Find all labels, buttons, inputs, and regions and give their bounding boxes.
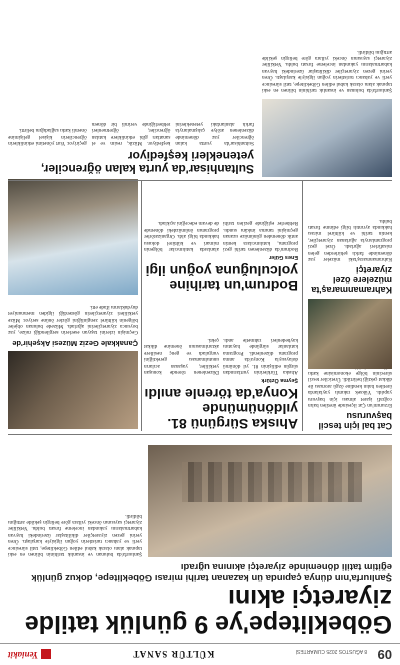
section-divider [8, 180, 392, 181]
ahiska-photo [8, 351, 138, 429]
kahramanmaras-body: Kahramanmaraş'taki müzeler yaz döneminde farklı şehirlerden gelen misafirleri ağırladı. Özel gezi programlarıyla ağırlanan ziyaretçiler, kentin tarihi ve kültürel mirası hakkında ayrıntılı bilgi edinme fırsatı buldu. [308, 217, 392, 262]
cat-body: Erzurum'un Çat ilçesinde üretilen balın coğrafi işaret alması için başvuru yapıldı. Yüksek rakımlı yaylalarda üretilen balın kendine özgü aroması ile dikkat çektiği belirtildi. Üreticiler tescil sürecinin bölge ekonomisine katkı [308, 369, 392, 408]
sultanhisar-headline: Sultanhisar'da yurta kalan öğrenciler, yetenekleri keşfediyor [41, 149, 254, 176]
kalbi-headline: Çanakkale Geziz Müzesi Akşehir'de [12, 339, 138, 348]
bodrum-body: Bodrum'da düzenlenen tarihi gezi programı, katılımcılara kentin antik dönemden günümüze uzanan geçmişini tanıma imkânı sundu. Rehberler eşliğinde gezilen tarihi alanlarda katılımcılar bölgenin mimari ve kültürel dokusu hakkında bilgi aldı. Organizatörler programın önümüzdeki dönemde de devam edeceğini açıkladı. [144, 220, 298, 252]
lead-body [8, 443, 142, 557]
column-divider [141, 181, 142, 431]
bodrum-photo [8, 179, 138, 295]
story-kahramanmaras [308, 162, 392, 295]
lead-continued: Şanlıurfa'da bulunan ve insanlık tarihinin bilinen en eski tapınak alanı olarak kabul edilen Göbeklitepe, tatil süresince yerli ve yabancı turistlerin yoğun ilgisiyle karşılaştı. Ören yerini gezen ziyaretçiler dikilitaşlar üzerindeki hayvan kabartmalarını yakından inceleme fırsatı buldu. Yetkililer ziyaretçi sayısının önceki yıllara göre belirgin şekilde arttığını bildirdi. [262, 48, 392, 93]
issue-date: 8 AĞUSTOS 2025 CUMARTESİ [295, 648, 368, 655]
sultanhisar-photo [262, 99, 392, 177]
lead-story [0, 439, 400, 641]
story-kalbi [8, 303, 138, 348]
brand-logo [8, 649, 51, 660]
story-sultanhisar [8, 26, 254, 175]
ahiska-body: Ahıska Türklerinin yurtlarından sürgün edilişinin 81. yıl dönümü dolayısıyla Konya'da anma programı düzenlendi. Programa katılanlar sürgünde hayatını kaybedenleri rahmetle andı. Düzenlenen törende konuşan yetkililer, yaşanan acıların unutulmaması gerektiğini vurguladı ve genç nesillere aktarılmasının önemine dikkat çekti. [144, 336, 298, 375]
section-title: KÜLTÜR SANAT [132, 649, 215, 660]
bodrum-byline: Enes Güler [268, 254, 298, 260]
lead-subheadline: Şanlıurfa'nın dünya çapında ün kazanan tarihi mirası Göbeklitepe, dokuz günlük eğitim tatili döneminde ziyaretçi akınına uğradı [31, 561, 392, 583]
kahramanmaras-photo [308, 299, 392, 369]
lead-headline: Göbeklitepe'ye 9 günlük tatilde ziyaretçi akını [24, 584, 392, 638]
cat-headline: Cat bal için tescil başvurusu [318, 411, 392, 431]
kalbi-body: Geçmişin izlerini taşıyan eserlerin sergilendiği müze, yaz boyunca ziyaretçilerini ağırladı. Müzede bulunan objeler bölgenin kültürel zenginliğini gözler önüne seriyor. Müze yetkilileri ziyaretçilerin gösterdiği ilgiden memnuniyet duyduklarını ifade etti. [8, 303, 138, 336]
ahiska-headline: Ahıska Sürgünü 81. yıldönümünde Konya'da törenle anıldı [144, 386, 298, 432]
page-number: 09 [377, 647, 392, 663]
page-number-block [296, 646, 392, 664]
ahiska-byline: Şeyma Öztürk [261, 377, 298, 383]
brand-name: Yeniakit [8, 649, 39, 660]
column-divider [302, 181, 303, 431]
story-bodrum [144, 182, 298, 293]
story-ahiska [144, 305, 298, 431]
lead-body-text: Şanlıurfa'da bulunan ve insanlık tarihinin bilinen en eski tapınak alanı olarak kabul edilen Göbeklitepe, tatil süresince yerli ve yabancı turistlerin yoğun ilgisiyle karşılaştı. Ören yerini gezen ziyaretçiler dikilitaşlar üzerindeki hayvan kabartmalarını yakından inceleme fırsatı buldu. Yetkililer ziyaretçi sayısının önceki yıllara göre belirgin şekilde arttığını bildirdi. [8, 512, 142, 557]
sultanhisar-body: Sultanhisar'da yurtta kalan öğrenciler yaz döneminde düzenlenen atölye çalışmalarıyla farklı alanlardaki yeteneklerini keşfediyor. Müzik, resim ve el sanatları gibi etkinliklere katılan öğrenciler, öğretmenleri rehberliğinde verimli bir dönem geçiriyor. Yurt yönetimi etkinliklerin öğrencilerin kişisel gelişimine önemli katkı sağladığını belirtti. [8, 120, 254, 146]
lead-photo [148, 445, 392, 557]
bodrum-headline: Bodrum'un tarihine yolculuğuna yoğun ilgi [145, 263, 298, 294]
section-divider [8, 434, 392, 435]
logo-mark-icon [41, 649, 51, 659]
kahramanmaras-headline: Kahramanmaraş'ta müzelere özel ziyaretçi [311, 265, 392, 295]
page-header [0, 643, 400, 665]
sultanhisar-extra [262, 7, 392, 93]
story-cat-bal [308, 368, 392, 431]
